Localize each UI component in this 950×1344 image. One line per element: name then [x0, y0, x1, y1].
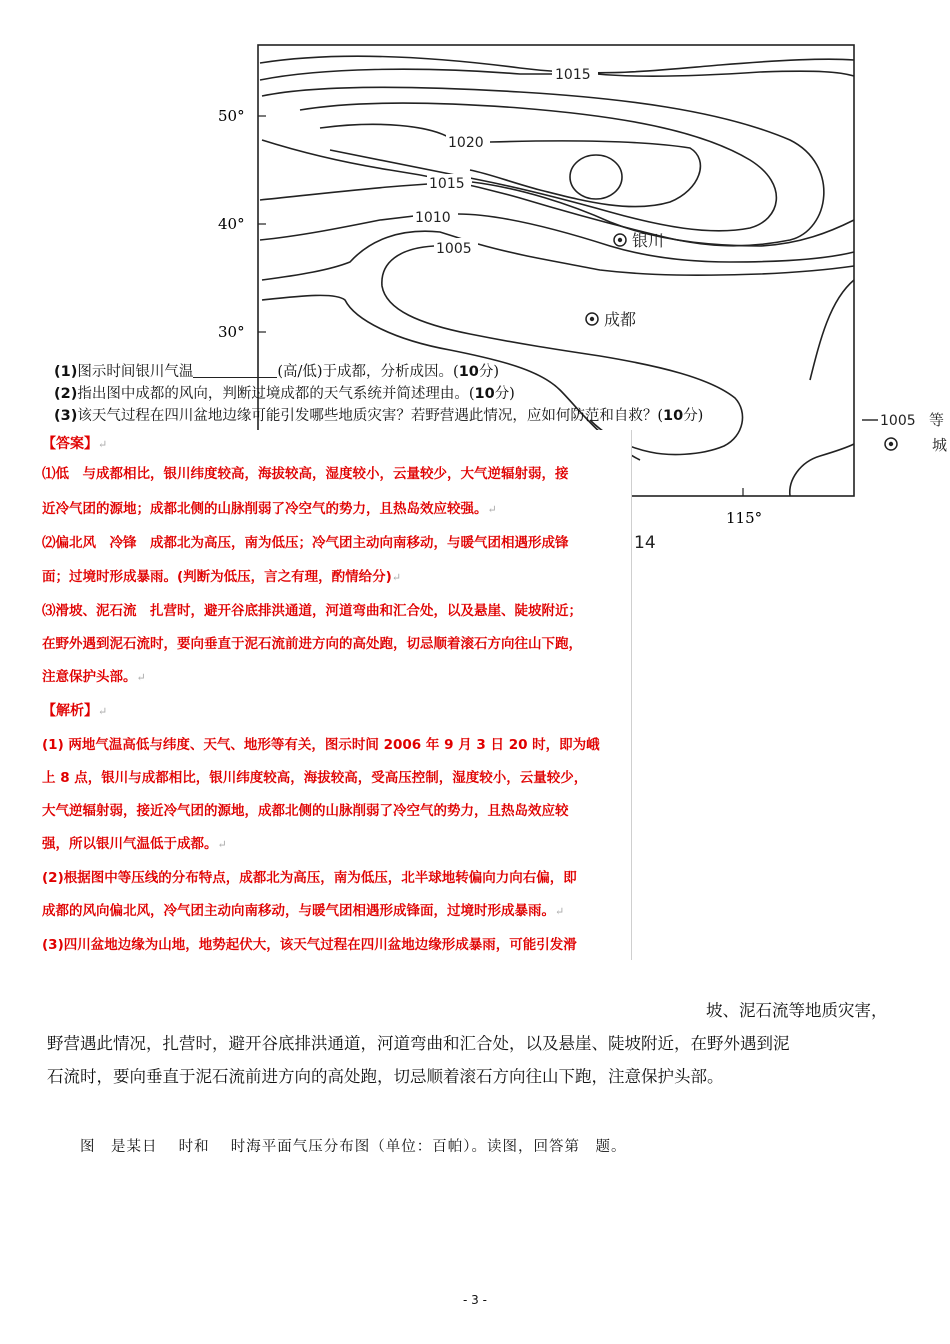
question-3: (3)该天气过程在四川盆地边缘可能引发哪些地质灾害？若野营遇此情况，应如何防范和自救？(10分) [54, 408, 704, 424]
question-2: (2)指出图中成都的风向，判断过境成都的天气系统并简述理由。(10分) [54, 386, 515, 402]
high-pressure-center [570, 155, 622, 199]
analysis-line: (3)四川盆地边缘为山地，地势起伏大，该天气过程在四川盆地边缘形成暴雨，可能引发滑 [42, 937, 577, 953]
analysis-line: 强，所以银川气温低于成都。 [42, 836, 218, 852]
city-label: 银川 [632, 231, 665, 250]
isobar-label: 1005 [880, 413, 916, 429]
stray-number: 14 [634, 533, 656, 553]
city-label: 成都 [604, 310, 637, 329]
lat-label-40: 40° [218, 215, 245, 233]
question-1: (1)图示时间银川气温 (高/低)于成都，分析成因。(10分) [54, 364, 500, 380]
isobar-1015 [260, 182, 854, 246]
lat-label-30: 30° [218, 323, 245, 341]
map-frame [258, 45, 854, 496]
isobar-1020 [320, 124, 700, 206]
isobar-1005 [262, 231, 854, 280]
isobar-loop-outer [262, 87, 824, 246]
analysis-line: 上 8 点，银川与成都相比，银川纬度较高，海拔较高，受高压控制，湿度较小，云量较少， [42, 770, 588, 786]
continuation-line: 坡、泥石流等地质灾害， [706, 1001, 888, 1020]
legend-city-icon [885, 438, 897, 450]
answer-line: ⑴低 与成都相比，银川纬度较高，海拔较高，湿度较小，云量较少，大气逆辐射弱，接 [42, 466, 569, 482]
answer-line: 注意保护头部。 [42, 669, 137, 685]
lat-label-50: 50° [218, 107, 245, 125]
isobar-label: 1010 [415, 210, 451, 226]
city-chengdu [586, 310, 636, 329]
city-yinchuan [614, 231, 664, 250]
analysis-line: (1) 两地气温高低与纬度、天气、地形等有关，图示时间 2006 年 9 月 3 日 20 时，即为峨 [42, 737, 600, 753]
continuation-line: 野营遇此情况，扎营时，避开谷底排洪通道，河道弯曲和汇合处，以及悬崖、陡坡附近，在野外遇到泥 [47, 1034, 790, 1053]
isobar-right-edge [810, 280, 854, 380]
answer-line: 面；过境时形成暴雨。(判断为低压，言之有理，酌情给分) [42, 569, 392, 585]
isobar-se [790, 444, 854, 496]
isobar-label: 1020 [448, 135, 484, 151]
page-number: - 3 - [463, 1293, 487, 1307]
analysis-heading: 【解析】↵ [42, 703, 108, 719]
analysis-line: (2)根据图中等压线的分布特点，成都北为高压，南为低压，北半球地转偏向力向右偏，即 [42, 870, 577, 886]
isobar-label: 1005 [436, 241, 472, 257]
isobar-label: 1015 [429, 176, 465, 192]
answer-line: ⑵偏北风 冷锋 成都北为高压，南为低压；冷气团主动向南移动，与暖气团相遇形成锋 [42, 535, 569, 551]
lon-label-115: 115° [726, 509, 763, 527]
answer-line: ⑶滑坡、泥石流 扎营时，避开谷底排洪通道，河道弯曲和汇合处，以及悬崖、陡坡附近； [42, 603, 582, 619]
answer-line: 近冷气团的源地；成都北侧的山脉削弱了冷空气的势力，且热岛效应较强。 [42, 501, 488, 517]
legend-isobar-text: 等 [929, 411, 945, 429]
answer-blank[interactable] [193, 363, 277, 378]
analysis-line: 大气逆辐射弱，接近冷气团的源地，成都北侧的山脉削弱了冷空气的势力，且热岛效应较 [42, 803, 569, 819]
answer-line: 在野外遇到泥石流时，要向垂直于泥石流前进方向的高处跑，切忌顺着滚石方向往山下跑， [42, 636, 582, 652]
figure-caption: 图 是某日 时和 时海平面气压分布图（单位：百帕）。读图，回答第 题。 [80, 1139, 627, 1155]
isobar-label: 1015 [555, 67, 591, 83]
continuation-line: 石流时，要向垂直于泥石流前进方向的高处跑，切忌顺着滚石方向往山下跑，注意保护头部。 [47, 1067, 724, 1086]
answer-heading: 【答案】↵ [42, 436, 108, 452]
legend-city-text: 城 [932, 436, 948, 454]
analysis-line: 成都的风向偏北风，冷气团主动向南移动，与暖气团相遇形成锋面，过境时形成暴雨。 [42, 903, 555, 919]
